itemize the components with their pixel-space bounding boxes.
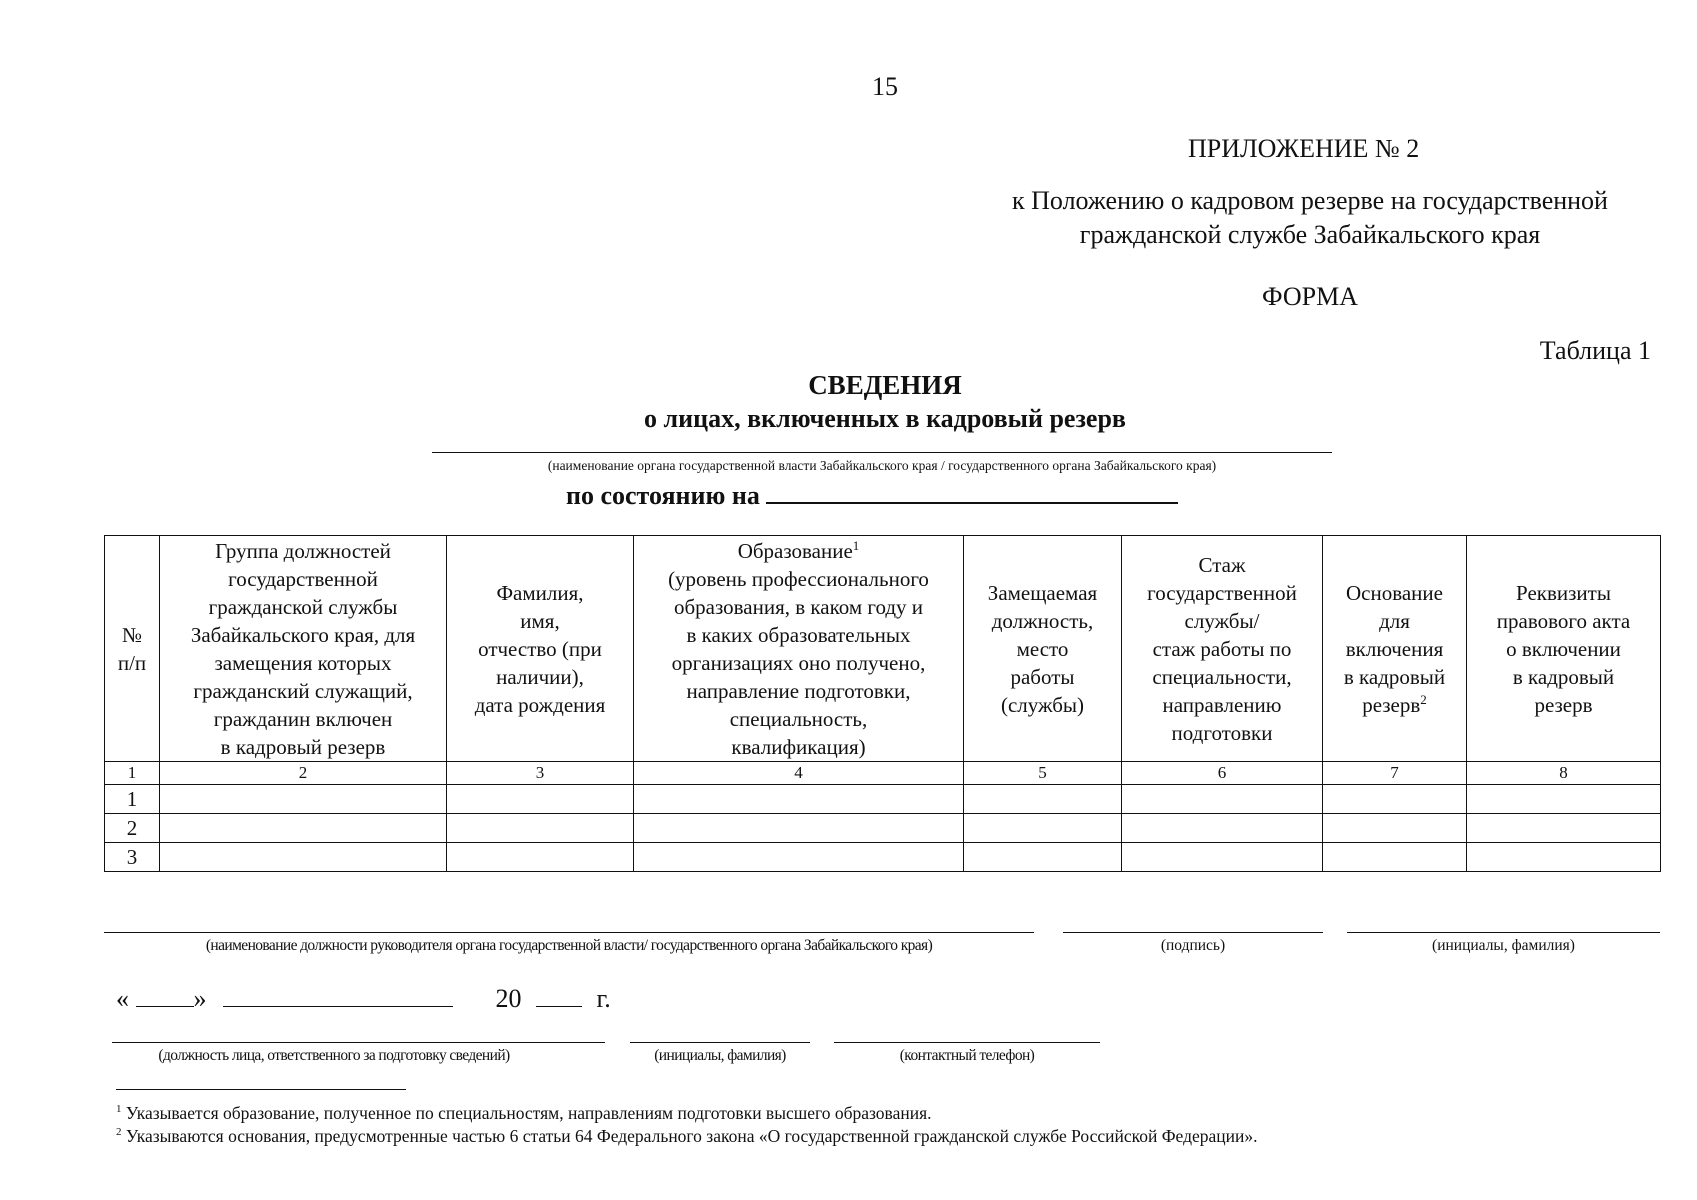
column-number: 1 xyxy=(105,762,160,785)
table-cell[interactable] xyxy=(160,843,447,872)
table-cell[interactable] xyxy=(1122,785,1323,814)
row-number: 3 xyxy=(105,843,160,872)
column-number: 3 xyxy=(447,762,634,785)
column-number: 8 xyxy=(1467,762,1661,785)
reference-line-2: гражданской службе Забайкальского края xyxy=(1079,220,1541,249)
header-cell-current-position: Замещаемая должность, место работы (службы) xyxy=(964,536,1122,762)
date-close-quote: » xyxy=(193,984,207,1013)
header-cell-position-group: Группа должностей государственной гражданской службы Забайкальского края, для замещения которых гражданский служащий, гражданин включен в кадровый резерв xyxy=(160,536,447,762)
date-year-prefix: 20 xyxy=(495,984,522,1013)
reference-line-1: к Положению о кадровом резерве на государственной xyxy=(1012,186,1608,215)
responsible-initials-caption: (инициалы, фамилия) xyxy=(654,1047,786,1064)
column-number: 5 xyxy=(964,762,1122,785)
header-cell-number: № п/п xyxy=(105,536,160,762)
date-day-field[interactable] xyxy=(136,984,194,1007)
table-cell[interactable] xyxy=(964,843,1122,872)
table-cell[interactable] xyxy=(1467,785,1661,814)
footnote-2 xyxy=(116,1126,1258,1147)
table-cell[interactable] xyxy=(1122,843,1323,872)
column-number: 6 xyxy=(1122,762,1323,785)
header-cell-legal-act: Реквизиты правового акта о включении в кадровый резерв xyxy=(1467,536,1661,762)
footnote-1-mark: 1 xyxy=(116,1103,122,1116)
responsible-initials-field[interactable] xyxy=(630,1042,810,1043)
state-date-field[interactable] xyxy=(766,478,1178,504)
page-number: 15 xyxy=(872,72,898,101)
header-cell-full-name: Фамилия, имя, отчество (при наличии), дата рождения xyxy=(447,536,634,762)
table-cell[interactable] xyxy=(160,785,447,814)
document-title: СВЕДЕНИЯ xyxy=(808,370,962,400)
footnote-separator xyxy=(116,1089,406,1090)
table-cell[interactable] xyxy=(1323,814,1467,843)
header-cell-experience: Стаж государственной службы/ стаж работы по специальности, направлению подготовки xyxy=(1122,536,1323,762)
phone-caption: (контактный телефон) xyxy=(899,1047,1035,1064)
table-cell[interactable] xyxy=(447,814,634,843)
column-number: 7 xyxy=(1323,762,1467,785)
footnote-1-text: Указывается образование, полученное по специальностям, направлениям подготовки высшего образования. xyxy=(121,1103,932,1123)
phone-field[interactable] xyxy=(834,1042,1100,1043)
org-name-field[interactable] xyxy=(432,452,1332,453)
date-open-quote: « xyxy=(116,984,129,1013)
date-row xyxy=(116,984,611,1014)
table-cell[interactable] xyxy=(634,785,964,814)
head-initials-field[interactable] xyxy=(1347,932,1660,933)
appendix-reference xyxy=(970,184,1650,252)
document-subtitle: о лицах, включенных в кадровый резерв xyxy=(644,404,1126,433)
responsible-position-caption: (должность лица, ответственного за подготовку сведений) xyxy=(158,1047,510,1064)
responsible-position-field[interactable] xyxy=(112,1042,605,1043)
head-position-field[interactable] xyxy=(104,932,1034,933)
state-date-label: по состоянию на xyxy=(566,481,760,510)
table-header-row xyxy=(105,536,1661,762)
date-year-suffix: г. xyxy=(596,984,611,1013)
footnote-mark-1: 1 xyxy=(852,537,860,553)
column-number: 2 xyxy=(160,762,447,785)
table-cell[interactable] xyxy=(1323,843,1467,872)
table-row xyxy=(105,785,1661,814)
signature-field[interactable] xyxy=(1063,932,1323,933)
org-name-caption: (наименование органа государственной власти Забайкальского края / государственного органа Забайкальского края) xyxy=(547,458,1217,473)
table-cell[interactable] xyxy=(634,843,964,872)
state-date-row xyxy=(566,478,1178,511)
footnote-2-mark: 2 xyxy=(116,1126,122,1139)
footnote-2-text: Указываются основания, предусмотренные частью 6 статьи 64 Федерального закона «О государственной гражданской службе Российской Федерации». xyxy=(121,1126,1258,1146)
table-cell[interactable] xyxy=(447,843,634,872)
column-number: 4 xyxy=(634,762,964,785)
table-cell[interactable] xyxy=(964,785,1122,814)
reserve-table xyxy=(104,535,1661,872)
row-number: 2 xyxy=(105,814,160,843)
head-initials-caption: (инициалы, фамилия) xyxy=(1432,937,1575,954)
form-label: ФОРМА xyxy=(1262,282,1358,311)
signature-caption: (подпись) xyxy=(1160,937,1226,954)
table-cell[interactable] xyxy=(1122,814,1323,843)
appendix-title: ПРИЛОЖЕНИЕ № 2 xyxy=(1188,134,1420,163)
table-label: Таблица 1 xyxy=(1539,336,1651,365)
table-cell[interactable] xyxy=(1323,785,1467,814)
row-number: 1 xyxy=(105,785,160,814)
head-position-caption: (наименование должности руководителя органа государственной власти/ государственного органа Забайкальского края) xyxy=(205,937,933,954)
table-cell[interactable] xyxy=(1467,843,1661,872)
table-cell[interactable] xyxy=(1467,814,1661,843)
table-cell[interactable] xyxy=(447,785,634,814)
table-row xyxy=(105,843,1661,872)
date-month-field[interactable] xyxy=(223,984,453,1007)
table-row xyxy=(105,814,1661,843)
date-year-field[interactable] xyxy=(536,984,582,1007)
column-number-row xyxy=(105,762,1661,785)
footnote-mark-2: 2 xyxy=(1420,691,1427,707)
header-cell-basis: Основание для включения в кадровый резерв$^2$ xyxy=(1323,536,1467,762)
table-cell[interactable] xyxy=(634,814,964,843)
footnote-1 xyxy=(116,1103,932,1124)
table-cell[interactable] xyxy=(964,814,1122,843)
header-cell-education: Образование$^1$ (уровень профессионального образования, в каком году и в каких образовательных организациях оно получено, направление подготовки, специальность, квалификация) xyxy=(634,536,964,762)
table-cell[interactable] xyxy=(160,814,447,843)
